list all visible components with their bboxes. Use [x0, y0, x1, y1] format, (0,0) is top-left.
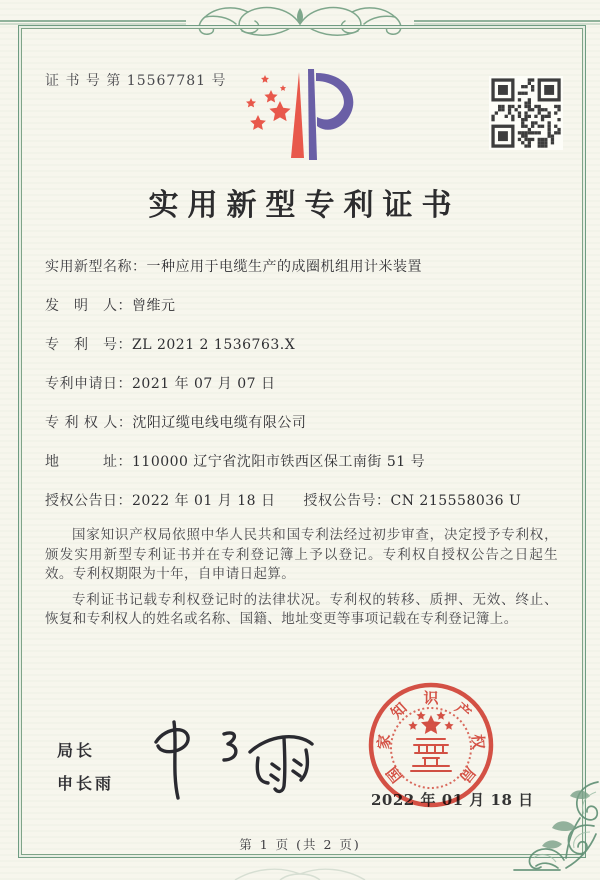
- legal-paragraph-2: 专利证书记载专利权登记时的法律状况。专利权的转移、质押、无效、终止、恢复和专利权人的姓名或名称、国籍、地址变更等事项记载在专利登记簿上。: [45, 591, 558, 628]
- seal-date: 2022 年 01 月 18 日: [371, 791, 534, 809]
- field-value: 沈阳辽缆电线电缆有限公司: [132, 415, 307, 431]
- seal-char: 识: [423, 689, 439, 707]
- field-label: 授权公告日：: [45, 493, 132, 509]
- seal-char: 权: [468, 733, 488, 750]
- field-label: 实用新型名称：: [45, 259, 147, 275]
- patent-fields: [45, 256, 560, 529]
- top-border-ornament: [0, 0, 600, 46]
- seal-char: 局: [455, 763, 480, 787]
- official-seal: [365, 679, 497, 811]
- field-patentee: [45, 412, 560, 434]
- field-label: 专 利 号：: [45, 337, 132, 353]
- seal-char: 知: [387, 698, 411, 723]
- seal-char: 国: [382, 763, 407, 787]
- field-address: [45, 451, 560, 473]
- commissioner-title: 局长: [57, 741, 96, 760]
- seal-char: 产: [451, 698, 475, 723]
- qr-code: [489, 76, 563, 150]
- signature-handwriting: [138, 710, 328, 810]
- field-inventor: [45, 295, 560, 317]
- field-grant-row: [45, 490, 560, 512]
- field-value: 曾维元: [132, 298, 176, 314]
- field-label: 发 明 人：: [45, 298, 132, 314]
- commissioner-block: [57, 738, 114, 804]
- field-utility-model-name: [45, 256, 560, 278]
- field-value: 一种应用于电缆生产的成圈机组用计米装置: [146, 259, 422, 275]
- legal-paragraph-1: 国家知识产权局依照中华人民共和国专利法经过初步审查，决定授予专利权，颁发实用新型专利证书并在专利登记簿上予以登记。专利权自授权公告之日起生效。专利权期限为十年，自申请日起算。: [45, 527, 558, 583]
- page-number: 第 1 页 (共 2 页): [239, 837, 361, 852]
- commissioner-name: 申长雨: [57, 774, 115, 793]
- field-label: 地 址：: [45, 454, 132, 470]
- legal-text: [45, 526, 558, 636]
- field-value: 110000 辽宁省沈阳市铁西区保工南街 51 号: [132, 454, 426, 470]
- field-value: CN 215558036 U: [390, 493, 522, 509]
- field-filing-date: [45, 373, 560, 395]
- grant-number-pair: [304, 490, 522, 512]
- certificate-number: 证 书 号 第 15567781 号: [45, 73, 227, 89]
- cnipa-logo-icon: [230, 60, 365, 165]
- seal-char: 家: [374, 733, 394, 750]
- field-value: ZL 2021 2 1536763.X: [132, 337, 296, 353]
- field-patent-number: [45, 334, 560, 356]
- field-value: 2021 年 07 月 07 日: [132, 376, 276, 392]
- field-value: 2022 年 01 月 18 日: [132, 493, 276, 509]
- field-label: 授权公告号：: [303, 493, 391, 509]
- certificate-title: 实用新型专利证书: [148, 188, 461, 223]
- field-label: 专利申请日：: [45, 376, 132, 392]
- field-label: 专 利 权 人：: [45, 415, 133, 431]
- bottom-ornament: [225, 860, 375, 880]
- grant-date-pair: [45, 490, 276, 512]
- corner-ornament: [512, 774, 600, 880]
- national-emblem-icon: [408, 711, 453, 734]
